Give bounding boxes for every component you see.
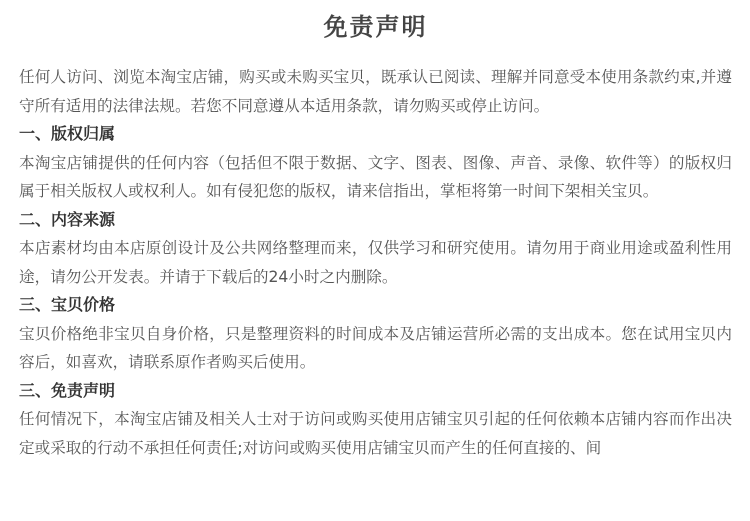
intro-paragraph: 任何人访问、浏览本淘宝店铺，购买或未购买宝贝，既承认已阅读、理解并同意受本使用条款约束,并遵守所有适用的法律法规。若您不同意遵从本适用条款，请勿购买或停止访问。 xyxy=(19,68,732,115)
section-heading-copyright: 一、版权归属 xyxy=(19,124,116,143)
section-heading-disclaimer: 三、免责声明 xyxy=(19,380,116,400)
section-heading-content-source: 二、内容来源 xyxy=(19,209,116,229)
section-heading-price: 三、宝贝价格 xyxy=(19,295,116,314)
disclaimer-content xyxy=(19,63,732,462)
page-title: 免责声明 xyxy=(323,13,428,41)
section-body-disclaimer: 任何情况下，本淘宝店铺及相关人士对于访问或购买使用店铺宝贝引起的任何依赖本店铺内容而作出决定或采取的行动不承担任何责任;对访问或购买使用店铺宝贝而产生的任何直接的、间 xyxy=(19,410,732,457)
section-body-copyright: 本淘宝店铺提供的任何内容（包括但不限于数据、文字、图表、图像、声音、录像、软件等）的版权归属于相关版权人或权利人。如有侵犯您的版权，请来信指出，掌柜将第一时间下架相关宝贝。 xyxy=(19,153,732,200)
section-body-price: 宝贝价格绝非宝贝自身价格，只是整理资料的时间成本及店铺运营所必需的支出成本。您在试用宝贝内容后，如喜欢，请联系原作者购买后使用。 xyxy=(19,324,732,371)
section-body-content-source: 本店素材均由本店原创设计及公共网络整理而来，仅供学习和研究使用。请勿用于商业用途或盈利性用途，请勿公开发表。并请于下载后的24小时之内删除。 xyxy=(19,239,732,286)
